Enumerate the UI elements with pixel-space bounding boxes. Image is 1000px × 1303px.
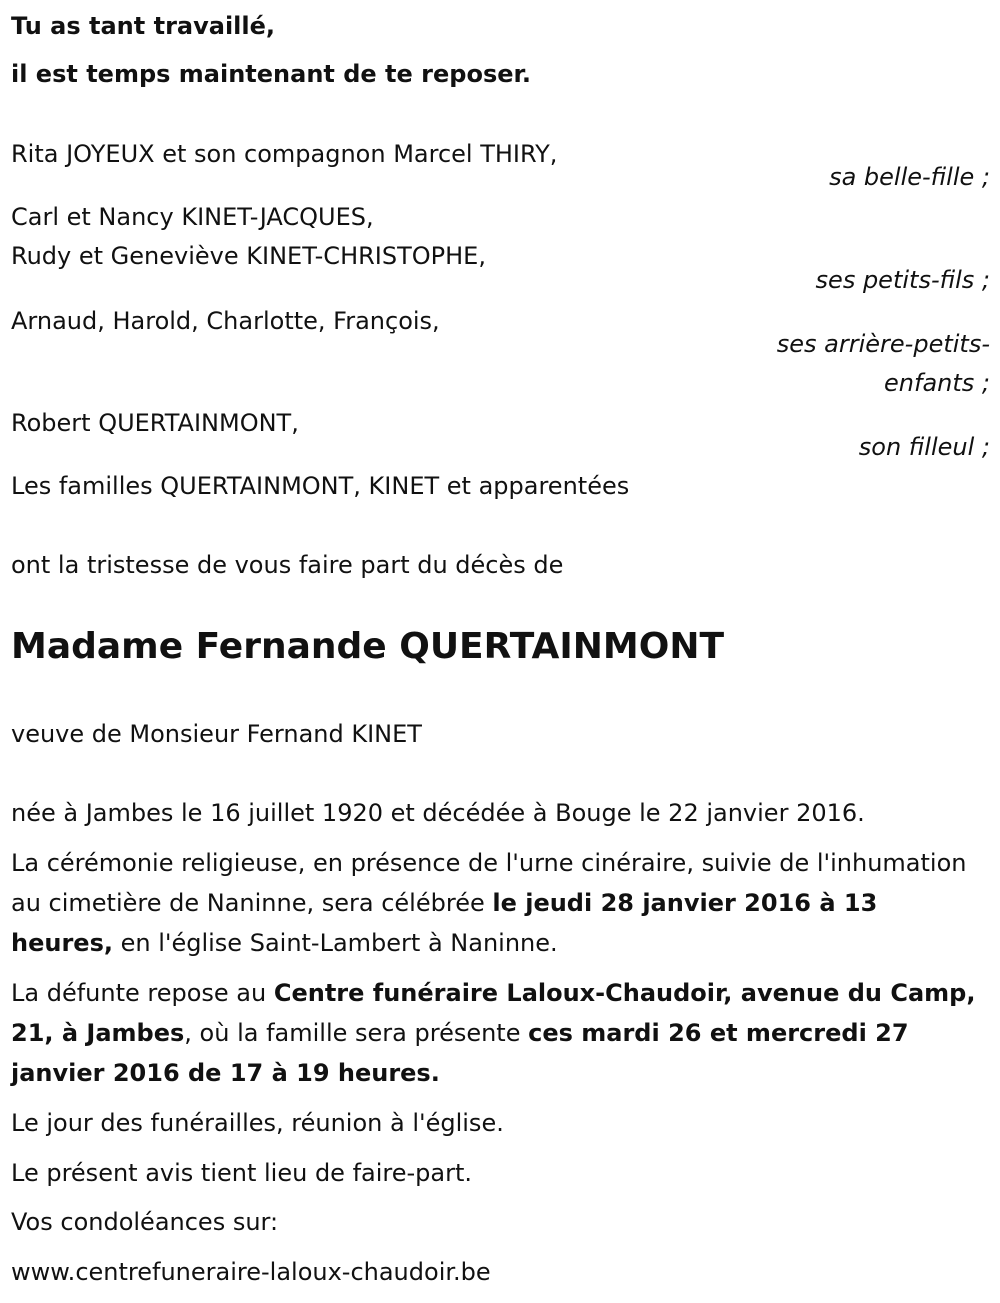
rest-place: Centre funéraire Laloux-Chaudoir, avenue du Camp, 21, à Jambes: [11, 979, 976, 1047]
family-great-grandchildren: Arnaud, Harold, Charlotte, François,: [11, 307, 440, 335]
ceremony-date: le jeudi 28 janvier 2016 à 13 heures,: [11, 889, 878, 957]
rest-paragraph: [11, 973, 986, 1093]
role-arriere-petits-enfants-2: enfants ;: [884, 369, 990, 397]
rest-text-1: La défunte repose au: [11, 979, 274, 1007]
funeral-day: Le jour des funérailles, réunion à l'église.: [11, 1109, 504, 1137]
family-rudy: Rudy et Geneviève KINET-CHRISTOPHE,: [11, 242, 486, 270]
deceased-name: Madame Fernande QUERTAINMONT: [11, 626, 725, 667]
announcement: ont la tristesse de vous faire part du décès de: [11, 551, 564, 579]
ceremony-text-1: La cérémonie religieuse, en présence de l'urne cinéraire, suivie de l'inhumation au cimetière de Naninne, sera célébrée: [11, 849, 967, 917]
quote-line-1: Tu as tant travaillé,: [11, 12, 276, 40]
role-arriere-petits-enfants-1: ses arrière-petits-: [776, 330, 990, 358]
family-rita: Rita JOYEUX et son compagnon Marcel THIRY,: [11, 140, 558, 168]
rest-text-2: , où la famille sera présente: [184, 1019, 529, 1047]
families-line: Les familles QUERTAINMONT, KINET et apparentées: [11, 472, 630, 500]
rest-dates: ces mardi 26 et mercredi 27 janvier 2016 de 17 à 19 heures.: [11, 1019, 909, 1087]
family-carl: Carl et Nancy KINET-JACQUES,: [11, 203, 374, 231]
family-godson: Robert QUERTAINMONT,: [11, 409, 299, 437]
quote-line-2: il est temps maintenant de te reposer.: [11, 60, 532, 88]
role-filleul: son filleul ;: [858, 433, 990, 461]
birth-death: née à Jambes le 16 juillet 1920 et décédée à Bouge le 22 janvier 2016.: [11, 799, 865, 827]
website-link[interactable]: www.centrefuneraire-laloux-chaudoir.be: [11, 1258, 491, 1286]
condolences-label: Vos condoléances sur:: [11, 1208, 279, 1236]
ceremony-text-2: en l'église Saint-Lambert à Naninne.: [112, 929, 558, 957]
role-petits-fils: ses petits-fils ;: [815, 266, 990, 294]
widow-of: veuve de Monsieur Fernand KINET: [11, 720, 422, 748]
ceremony-paragraph: [11, 843, 986, 963]
notice: Le présent avis tient lieu de faire-part.: [11, 1159, 473, 1187]
role-belle-fille: sa belle-fille ;: [829, 163, 990, 191]
